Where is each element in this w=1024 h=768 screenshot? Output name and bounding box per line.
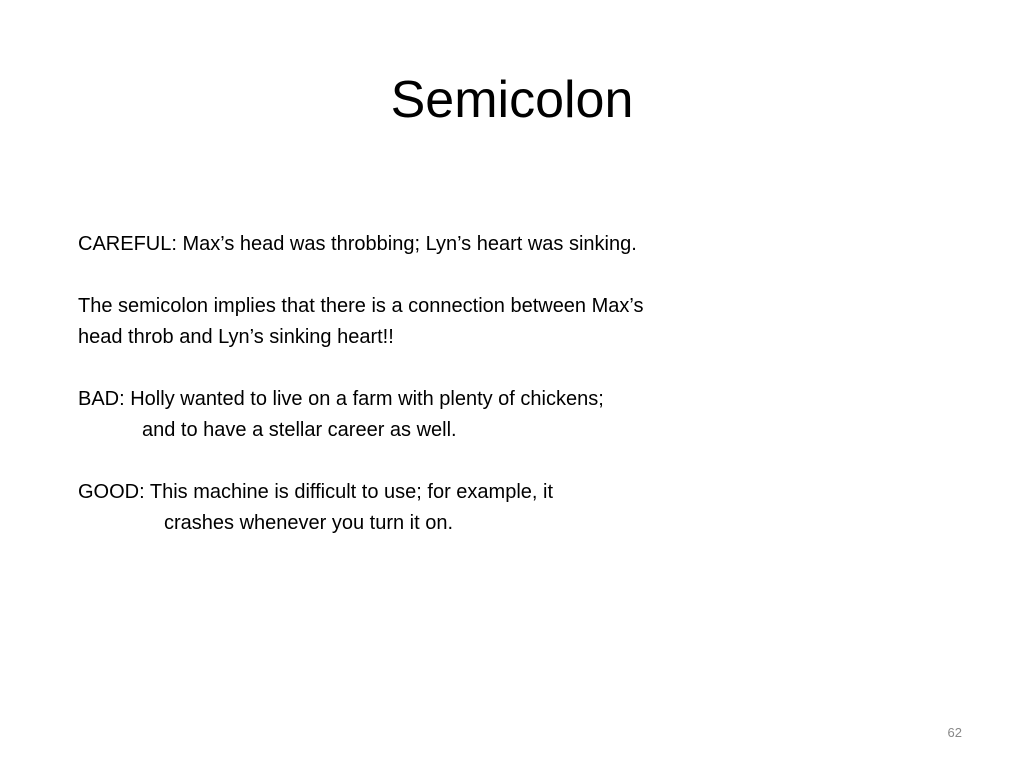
blank-line: [78, 353, 798, 384]
blank-line: [78, 446, 798, 477]
slide-title: Semicolon: [390, 71, 634, 129]
explanation-line: The semicolon implies that there is a connection between Max’s: [78, 295, 644, 317]
bad-example: BAD: Holly wanted to live on a farm with plenty of chickens;: [78, 388, 604, 410]
careful-example: CAREFUL: Max’s head was throbbing; Lyn’s heart was sinking.: [78, 233, 637, 255]
slide-body: [78, 229, 798, 539]
blank-line: [78, 260, 798, 291]
bad-example-continuation: and to have a stellar career as well.: [142, 419, 457, 441]
good-example: GOOD: This machine is difficult to use; for example, it: [78, 481, 553, 503]
explanation-line: head throb and Lyn’s sinking heart!!: [78, 326, 394, 348]
page-number: 62: [947, 725, 962, 740]
good-example-continuation: crashes whenever you turn it on.: [164, 512, 454, 534]
